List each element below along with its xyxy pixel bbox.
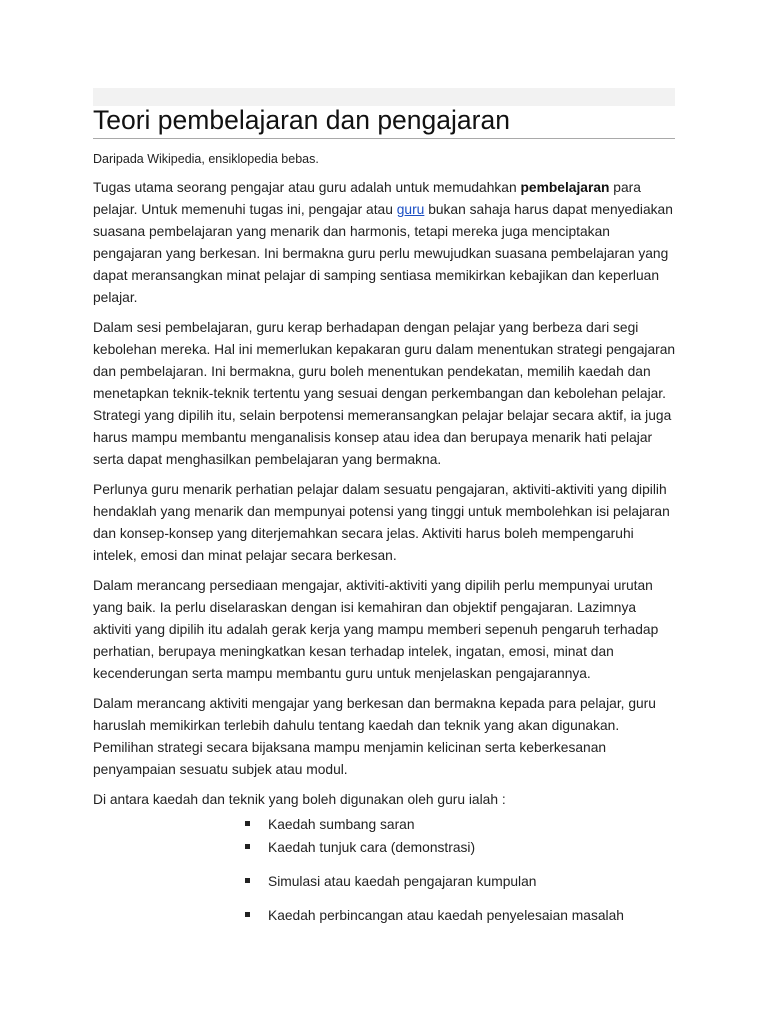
paragraph-2: Dalam sesi pembelajaran, guru kerap berhadapan dengan pelajar yang berbeza dari segi kebolehan mereka. Hal ini memerlukan kepakaran guru dalam menentukan strategi pengajaran dan pembelajaran. Ini bermakna, guru boleh menentukan pendekatan, memilih kaedah dan menetapkan teknik-teknik tertentu yang sesuai dengan perkembangan dan kebolehan pelajar. Strategi yang dipilih itu, selain berpotensi memeransangkan pelajar belajar secara aktif, ia juga harus mampu membantu menganalisis konsep atau idea dan berupaya menarik hati pelajar serta dapat menghasilkan pembelajaran yang bermakna. — [93, 320, 676, 467]
bold-term: pembelajaran — [520, 180, 610, 195]
methods-list-container — [93, 810, 678, 960]
article-source: Daripada Wikipedia, ensiklopedia bebas. — [93, 152, 319, 166]
list-item-text: Kaedah sumbang saran — [268, 817, 415, 832]
list-item-text: Kaedah tunjuk cara (demonstrasi) — [268, 840, 476, 855]
bullet-icon — [245, 878, 250, 883]
list-item — [245, 814, 415, 836]
bullet-icon — [245, 844, 250, 849]
article-title: Teori pembelajaran dan pengajaran — [93, 104, 675, 139]
paragraph-4: Dalam merancang persediaan mengajar, aktiviti-aktiviti yang dipilih perlu mempunyai urutan yang baik. Ia perlu diselaraskan dengan isi kemahiran dan objektif pengajaran. Lazimnya aktiviti yang dipilih itu adalah gerak kerja yang mampu memberi sepenuh pengaruh terhadap perhatian, berupaya meningkatkan kesan terhadap intelek, ingatan, emosi, minat dan kecenderungan serta mampu membantu guru untuk menjelaskan pengajarannya. — [93, 578, 659, 681]
bullet-icon — [245, 912, 250, 917]
list-item — [245, 837, 475, 859]
article-content — [93, 104, 678, 811]
list-item — [245, 905, 624, 927]
list-item-text: Simulasi atau kaedah pengajaran kumpulan — [268, 874, 537, 889]
paragraph-intro-part-a: Tugas utama seorang pengajar atau guru adalah untuk memudahkan — [93, 180, 521, 195]
guru-link[interactable]: guru — [396, 202, 425, 217]
list-item-text: Kaedah perbincangan atau kaedah penyelesaian masalah — [268, 908, 624, 923]
paragraph-intro-part-c: bukan sahaja harus dapat menyediakan suasana pembelajaran yang menarik dan harmonis, tetapi mereka juga menciptakan pengajaran yang berkesan. Ini bermakna guru perlu mewujudkan suasana pembelajaran yang dapat meransangkan minat pelajar di samping sentiasa memikirkan kebajikan dan keperluan pelajar. — [93, 202, 673, 305]
paragraph-5: Dalam merancang aktiviti mengajar yang berkesan dan bermakna kepada para pelajar, guru haruslah memikirkan terlebih dahulu tentang kaedah dan teknik yang akan digunakan. Pemilihan strategi secara bijaksana mampu menjamin kelicinan serta keberkesanan penyampaian sesuatu subjek atau modul. — [93, 696, 656, 777]
list-item — [245, 871, 536, 893]
paragraph-intro — [93, 177, 678, 309]
paragraph-3: Perlunya guru menarik perhatian pelajar dalam sesuatu pengajaran, aktiviti-aktiviti yang dipilih hendaklah yang menarik dan mempunyai potensi yang tinggi untuk membolehkan isi pelajaran dan konsep-konsep yang diterjemahkan secara jelas. Aktiviti harus boleh mempengaruhi intelek, emosi dan minat pelajar secara berkesan. — [93, 482, 670, 563]
paragraph-6: Di antara kaedah dan teknik yang boleh digunakan oleh guru ialah : — [93, 792, 506, 807]
paragraph-intro-part-b: para pelajar. Untuk memenuhi tugas ini, pengajar atau — [93, 180, 641, 217]
bullet-icon — [245, 821, 250, 826]
